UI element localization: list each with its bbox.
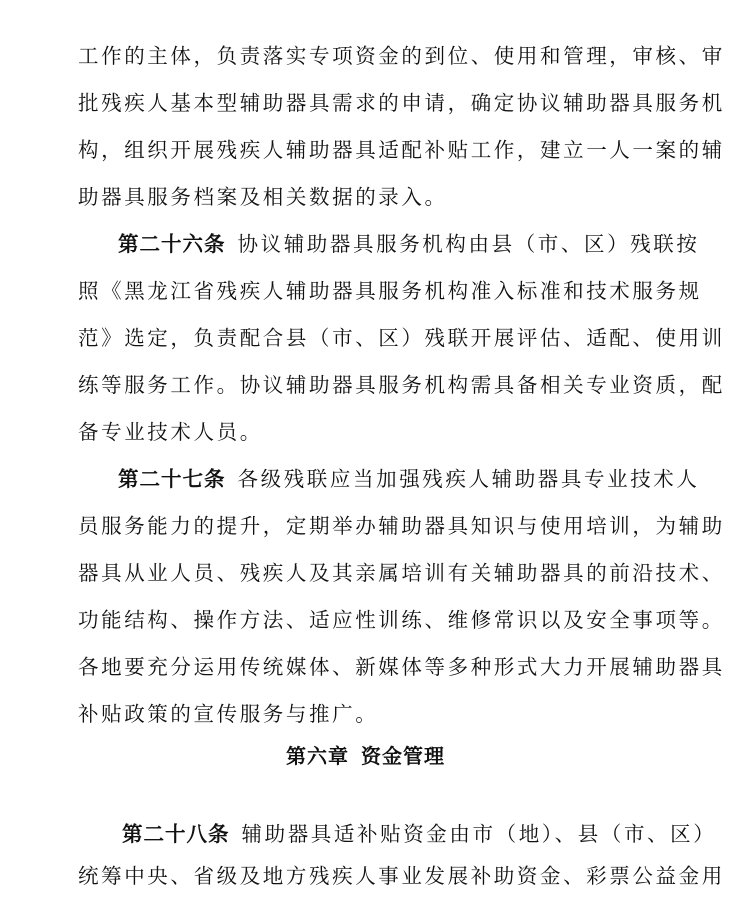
article-number: 第二十六条	[118, 232, 226, 256]
text-line: 补贴政策的宣传服务与推广。	[78, 702, 379, 726]
article-first-line	[118, 465, 700, 493]
chapter-number: 第六章	[286, 744, 349, 768]
text-line: 批残疾人基本型辅助器具需求的申请，确定协议辅助器具服务机	[78, 91, 725, 115]
article-number: 第二十七条	[118, 467, 226, 491]
text-line: 练等服务工作。协议辅助器具服务机构需具备相关专业资质，配	[78, 373, 725, 397]
text-line: 助器具服务档案及相关数据的录入。	[78, 185, 448, 209]
text-line: 器具从业人员、残疾人及其亲属培训有关辅助器具的前沿技术、	[78, 561, 725, 585]
text-line: 各地要充分运用传统媒体、新媒体等多种形式大力开展辅助器具	[78, 655, 725, 679]
text-line: 备专业技术人员。	[78, 420, 263, 444]
article-first-line	[122, 820, 717, 848]
text-segment: 协议辅助器具服务机构由县（市、区）残联按	[237, 232, 700, 256]
text-segment: 辅助器具适补贴资金由市（地）、县（市、区）	[241, 822, 717, 846]
chapter-title: 资金管理	[361, 744, 445, 768]
text-line: 工作的主体，负责落实专项资金的到位、使用和管理，审核、审	[78, 44, 725, 68]
text-line: 照《黑龙江省残疾人辅助器具服务机构准入标准和技术服务规	[78, 279, 702, 303]
text-line: 范》选定，负责配合县（市、区）残联开展评估、适配、使用训	[78, 326, 725, 350]
chapter-heading	[0, 742, 731, 770]
article-first-line	[118, 230, 700, 258]
text-line: 员服务能力的提升，定期举办辅助器具知识与使用培训，为辅助	[78, 514, 725, 538]
text-line: 功能结构、操作方法、适应性训练、维修常识以及安全事项等。	[78, 608, 725, 632]
text-segment: 各级残联应当加强残疾人辅助器具专业技术人	[237, 467, 700, 491]
article-number: 第二十八条	[122, 822, 230, 846]
text-line: 统筹中央、省级及地方残疾人事业发展补助资金、彩票公益金用	[78, 864, 725, 888]
text-line: 构，组织开展残疾人辅助器具适配补贴工作，建立一人一案的辅	[78, 138, 725, 162]
